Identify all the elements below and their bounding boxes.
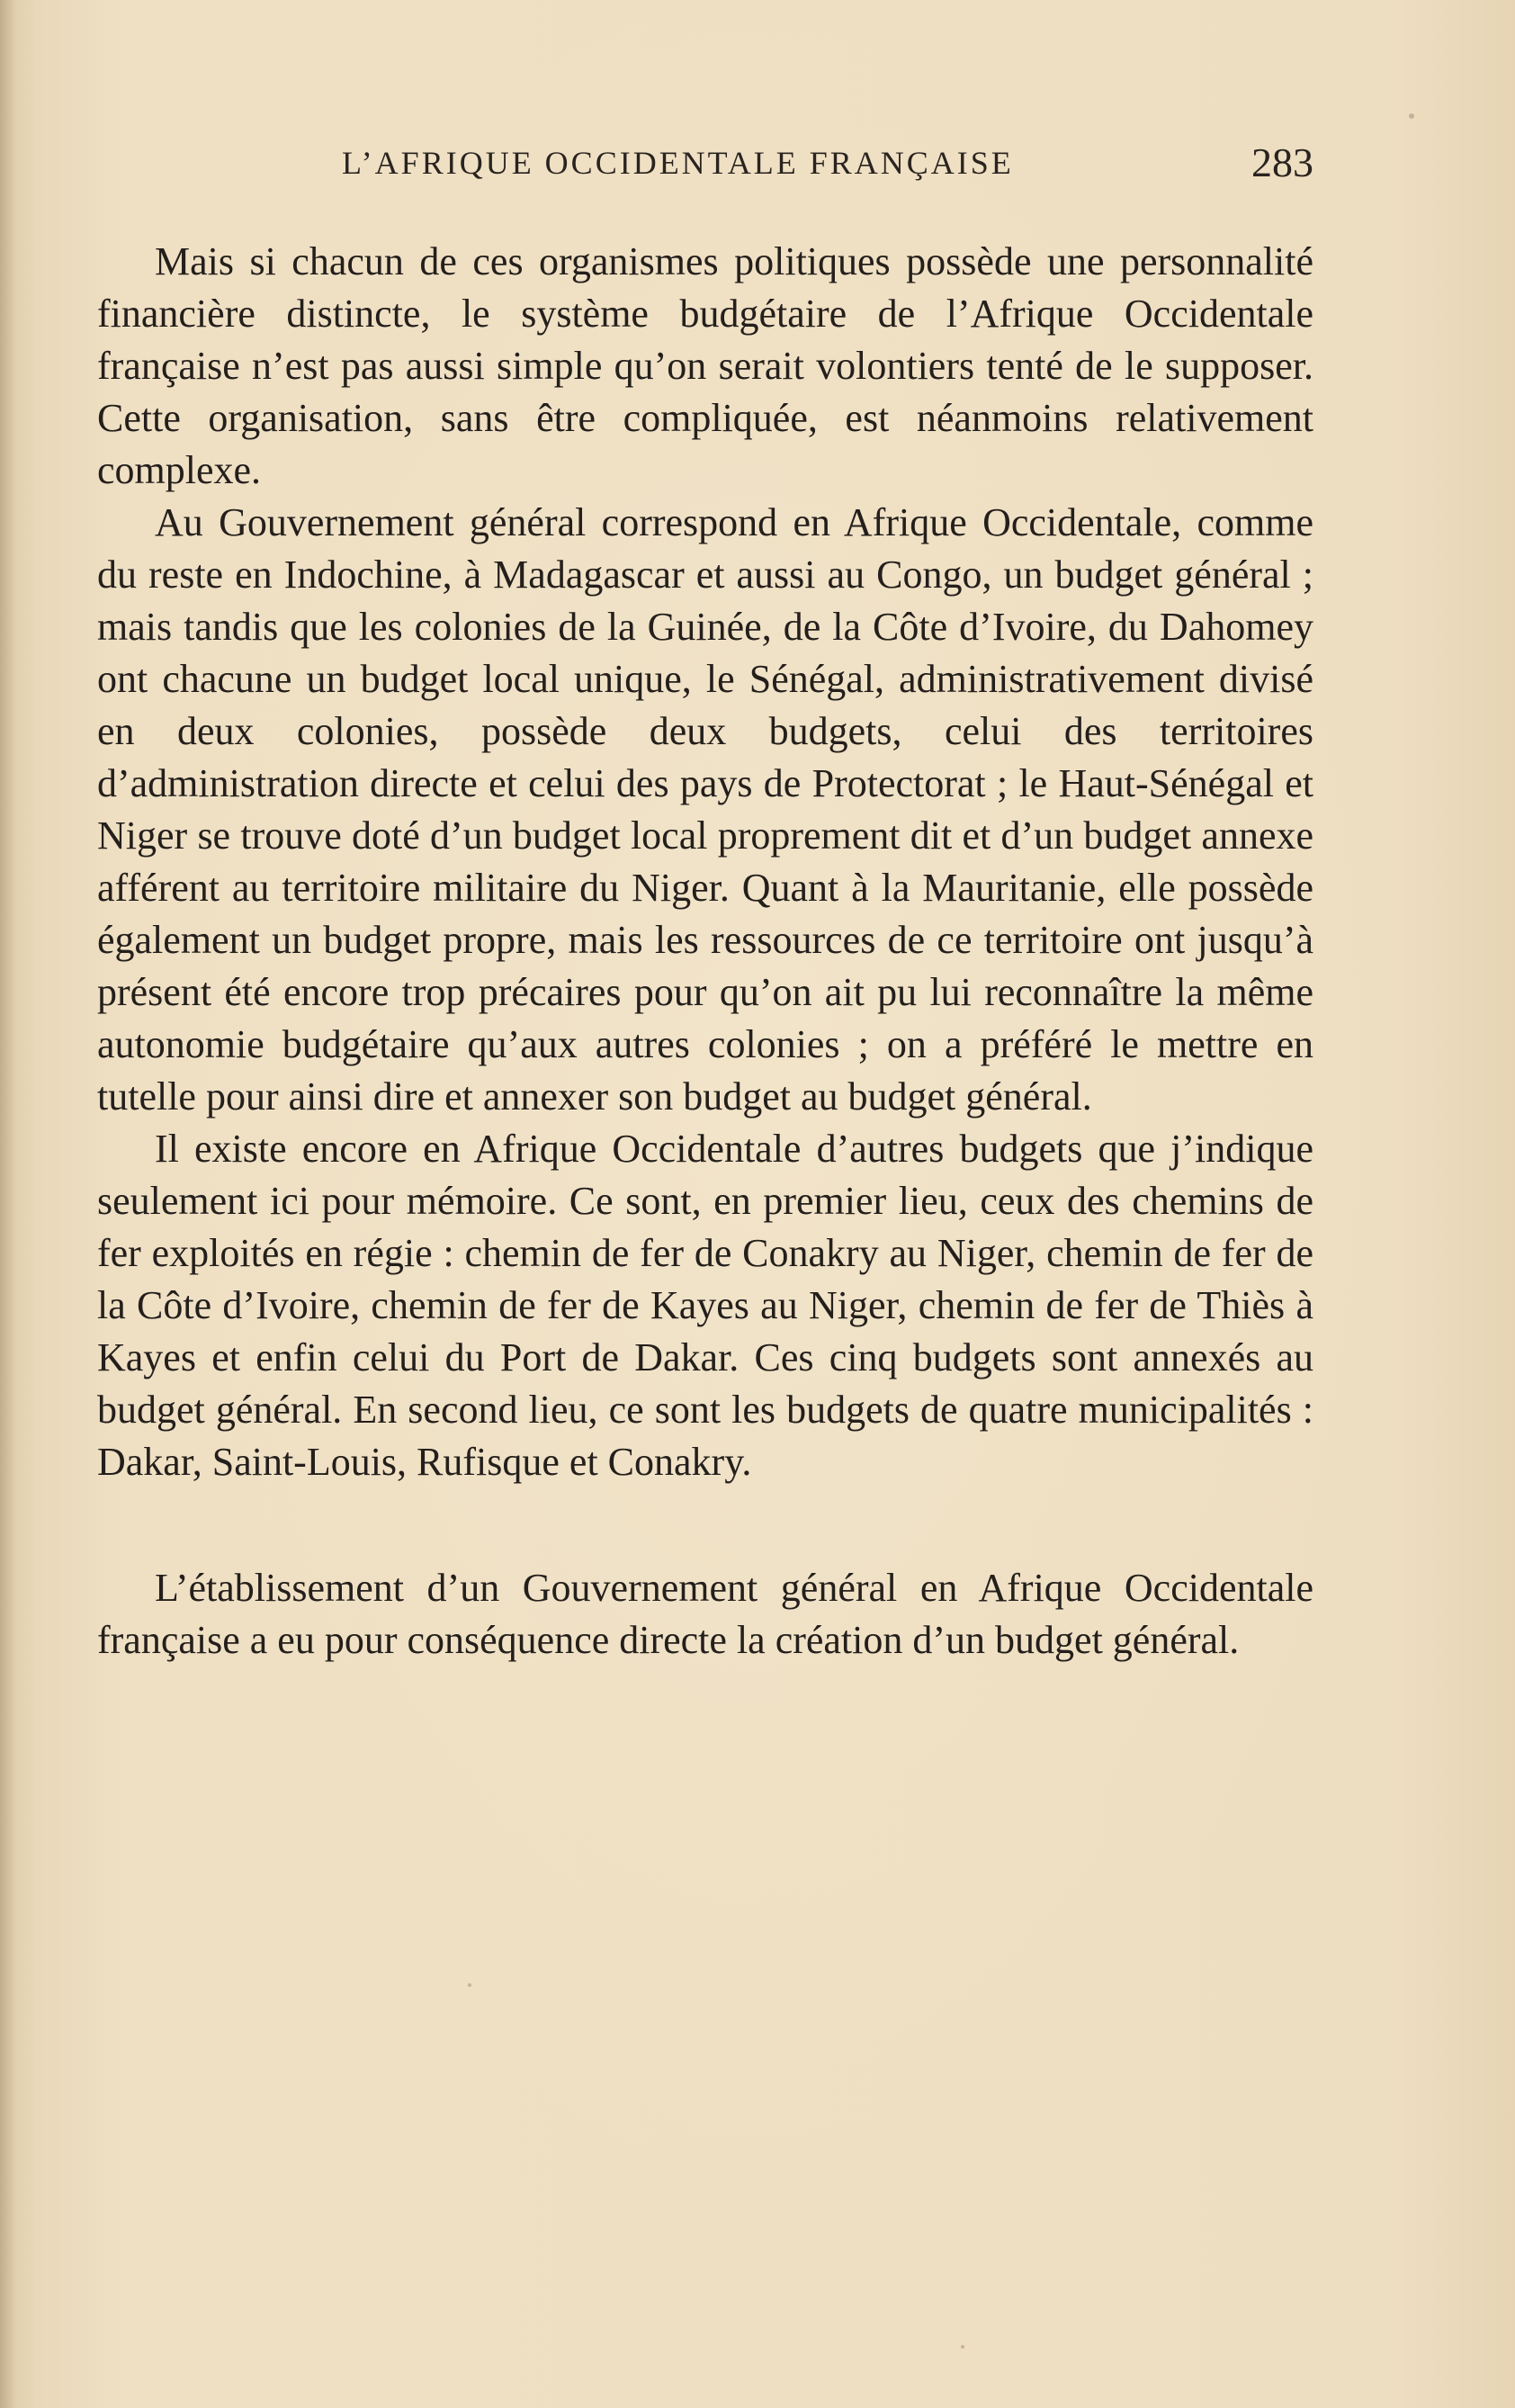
running-head — [97, 135, 1313, 198]
paper-speck — [1409, 113, 1414, 119]
page-number: 283 — [1251, 139, 1313, 185]
paragraph-budget-system: Mais si chacun de ces organismes politiques possède une personnalité financière distincte, le système budgétaire de l’Afrique Occidentale française n’est pas aussi simple qu’on serait volontiers tenté de le supposer. Cette organisation, sans être compliquée, est néanmoins relativement complexe. — [97, 239, 1313, 492]
paper-speck — [961, 2345, 964, 2349]
paper-speck — [468, 1983, 471, 1987]
paragraph-other-budgets: Il existe encore en Afrique Occidentale d’autres budgets que j’indique seulement ici pour mémoire. Ce sont, en premier lieu, ceux des chemins de fer exploités en régie : chemin de fer de Conakry au Niger, chemin de fer de la Côte d’Ivoire, chemin de fer de Kayes au Niger, chemin de fer de Thiès à Kayes et enfin celui du Port de Dakar. Ces cinq budgets sont annexés au budget général. En second lieu, ce sont les budgets de quatre municipalités : Dakar, Saint-Louis, Rufisque et Conakry. — [97, 1127, 1313, 1484]
paragraph-general-government: Au Gouvernement général correspond en Afrique Occidentale, comme du reste en Indochine, à Madagascar et aussi au Congo, un budget général ; mais tandis que les colonies de la Guinée, de la Côte d’Ivoire, du Dahomey ont chacune un budget local unique, le Sénégal, administrativement divisé en deux colonies, possède deux budgets, celui des territoires d’administration directe et celui des pays de Protectorat ; le Haut-Sénégal et Niger se trouve doté d’un budget local proprement dit et d’un budget annexe afférent au territoire militaire du Niger. Quant à la Mauritanie, elle possède également un budget propre, mais les ressources de ce territoire ont jusqu’à présent été encore trop précaires pour qu’on ait pu lui reconnaître la même autonomie budgétaire qu’aux autres colonies ; on a préféré le mettre en tutelle pour ainsi dire et annexer son budget au budget général. — [97, 500, 1313, 1119]
gutter-shadow — [0, 0, 16, 2408]
body-text — [97, 236, 1313, 1667]
paragraph-general-budget-creation: L’établissement d’un Gouvernement général en Afrique Occidentale française a eu pour conséquence directe la création d’un budget général. — [97, 1566, 1313, 1662]
running-title: L’AFRIQUE OCCIDENTALE FRANÇAISE — [342, 145, 1014, 181]
